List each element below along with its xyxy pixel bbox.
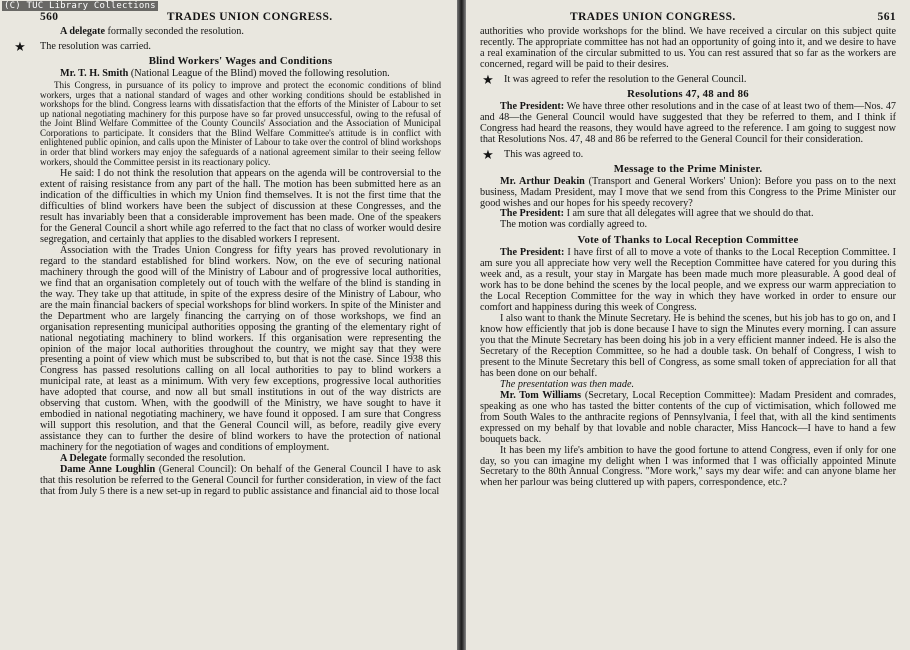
left-para-2: Association with the Trades Union Congress for fifty years has proved revolutionary in regard to the standard established for blind workers. Now, on the eve of securing national machinery through the good will of the Ministry of Labour and of progressive local authorities, we find that an organisation completely out of touch with the welfare of the blind is standing in the way. They take up that attitude, in spite of the express desire of the Ministry of Labour, who are the main financial backers of special workshops for blind workers. In spite of the Minister and the Department who are largely financing the carrying on of those workshops, we find an organisation representing municipal authorities opposing the granting of the elementary right of national negotiating machinery to blind workers. If this organisation were representing the opinion of the major local authorities throughout the country, we might say that they were presenting a point of view which must be subscribed to, but that is not the case. Since 1938 this Congress has passed resolutions calling on all local authorities to pay to blind workers a municipal rate, at least as a minimum. With very few exceptions, progressive local authorities have adopted that course, and now all but small institutions in out of the way districts are observing that custom. When, with the goodwill of the Ministry, we have sought to have it embodied in national negotiating machinery, we have found it opposed. I am sure that Congress will support this resolution, and that the General Council will, as before, readily give every assistance they can to further the desire of blind workers to have the protection of national machinery for the negotiation of wages and conditions of employment. <box>40 244 441 454</box>
star-icon: ★ <box>14 38 26 54</box>
secretary-para: I also want to thank the Minute Secretary. He is behind the scenes, but his job has to go on, and I know how efficiently that job is done because I have to sign the Minutes every morning. I can assure you that the Minute Secretary has been doing his job in a very efficient manner indeed. He is also the Secretary of the Reception Committee, so he had a double task. On behalf of Congress, I wish to present to the Minute Secretary this bell of Congress, as some small token of appreciation for all that has been done on our behalf. <box>480 313 896 379</box>
delegate-speaker-2: A Delegate <box>60 453 107 465</box>
left-seconded-1: A delegate formally seconded the resolution. <box>60 26 244 37</box>
presentation-line: The presentation was then made. <box>500 378 635 390</box>
right-agreed-2: ★ This was agreed to. <box>480 149 896 160</box>
delegate-speaker-1: A delegate <box>60 26 105 37</box>
left-running-head <box>40 11 441 23</box>
smith-intro: Mr. T. H. Smith (National League of the Blind) moved the following resolution. <box>60 67 390 79</box>
right-page-number: 561 <box>877 11 896 23</box>
left-seconded-2: A Delegate formally seconded the resolution. <box>60 453 246 465</box>
star-icon: ★ <box>482 71 494 87</box>
left-carried-text: The resolution was carried. <box>40 40 151 52</box>
book-gutter <box>457 0 466 650</box>
heading-blind-workers: Blind Workers' Wages and Conditions <box>148 54 333 67</box>
right-last-para: It has been my life's ambition to have the good fortune to attend Congress, even if only for one day, so you can imagine my delight when I was informed that I was officially appointed Minute Secretary to the 80th Annual Congress. "More work," says my dear wife: and can anyone blame her when her parlour was being cluttered up with papers, correspondence, etc.? <box>480 444 896 489</box>
heading-resolutions: Resolutions 47, 48 and 86 <box>627 87 749 100</box>
president-para-1: The President: We have three other resolutions and in the case of at least two of them—Nos. 47 and 48—the General Council would have suggested that they be referred to them, and I think if Congress had heard the reasons, they would have agreed to the reference. I am going to suggest now that Resolutions Nos. 47, 48 and 86 be referred to the General Council for their consideration. <box>480 100 897 145</box>
motion-agreed: The motion was cordially agreed to. <box>500 219 648 231</box>
left-page-number: 560 <box>40 11 59 23</box>
loughlin-para: Dame Anne Loughlin (General Council): On behalf of the General Council I have to ask that this resolution be referred to the General Council for further consideration, in view of the fact that from July 5 there is a new set-up in regard to public assistance and financial aid to those local <box>40 463 442 497</box>
deakin-para: Mr. Arthur Deakin (Transport and General Workers' Union): Before you pass on to the next business, Madam President, may I move that we send from this Congress to the Prime Minister our good wishes and our hopes for his speedy recovery? <box>480 175 896 209</box>
heading-vote-of-thanks: Vote of Thanks to Local Reception Committee <box>577 234 799 247</box>
williams-para: Mr. Tom Williams (Secretary, Local Reception Committee): Madam President and comrades, speaking as one who has tasted the bitter contents of the cup of victimisation, which followed me from South Wales to the anthracite regions of Pennsylvania, I feel that, with all the kind sentiments expressed on my behalf by that lovable and noble character, Miss Hancock—I have to hand a few bouquets back. <box>480 389 896 445</box>
president-speaker-1: The President: <box>500 100 565 112</box>
deakin-speaker: Mr. Arthur Deakin <box>500 175 585 187</box>
president-speaker-2: The President: <box>500 208 565 220</box>
right-running-head <box>480 11 896 23</box>
smith-speaker: Mr. T. H. Smith <box>60 67 129 79</box>
president-para-2: The President: I am sure that all delegates will agree that we should do that. <box>500 208 814 220</box>
left-carried-line <box>14 38 441 54</box>
left-para-1: He said: I do not think the resolution that appears on the agenda will be controversial to the extent of raising resistance from any part of the hall. The motion has been submitted here as an indication of the difficulties in which my Union find themselves. It is not the first time that the difficulties of blind workers have been the subject of discussion at these Congresses, and the result has invariably been that a considerable improvement has been made. One of the speakers for the General Council a short while ago referred to the fact that no class of worker would desire segregation, and certainly that applies to the disabled workers I represent. <box>40 168 441 245</box>
resolution-text: This Congress, in pursuance of its policy to improve and protect the economic conditions of blind workers, urges that a national standard of wages and other working conditions should be established in workshops for the blind. Congress learns with dissatisfaction that the efforts of the Minister of Labour to set up national negotiating machinery for this purpose have so far proved unsuccessful, owing to the refusal of the Joint Blind Welfare Committee of the County Councils' Association and the Association of Municipal Corporations to participate. It considers that the Blind Welfare Committee's attitude is in conflict with enlightened public opinion, and calls upon the Minister of Labour to take over the control of blind workshops in order that blind workers may enjoy the safeguards of a national agreement similar to their seeing fellow workers, should the Committee persist in its reactionary policy. <box>40 79 441 167</box>
loughlin-speaker: Dame Anne Loughlin <box>60 463 156 475</box>
williams-speaker: Mr. Tom Williams <box>500 389 582 401</box>
left-running-title: TRADES UNION CONGRESS. <box>166 11 333 23</box>
star-icon: ★ <box>482 146 494 162</box>
president-para-3: The President: I have first of all to move a vote of thanks to the Local Reception Committee. I am sure you all appreciate how very well the Reception Committee have catered for you during this week and, as a result, your stay in Margate has been made much more pleasurable. A good deal of work has to be done behind the scenes by the local people, and we express our warm appreciation to the Local Reception Committee for the way in which they have worked in order to ensure our comfort and happiness during this week of Congress. <box>480 247 897 314</box>
watermark: (C) TUC Library Collections <box>4 1 156 11</box>
right-para-cont: authorities who provide workshops for the blind. We have received a circular on this subject quite recently. The appropriate committee has not had an opportunity of going into it, and we desire to have a real examination of the circular submitted to us. You can rest assured that so far as the workers are concerned, regard will be paid to their desires. <box>480 26 896 70</box>
president-speaker-3: The President: <box>500 247 565 259</box>
right-page <box>466 0 910 650</box>
heading-prime-minister: Message to the Prime Minister. <box>613 162 763 175</box>
right-running-title: TRADES UNION CONGRESS. <box>570 11 736 23</box>
right-agreed-1: ★ It was agreed to refer the resolution to the General Council. <box>480 74 896 85</box>
